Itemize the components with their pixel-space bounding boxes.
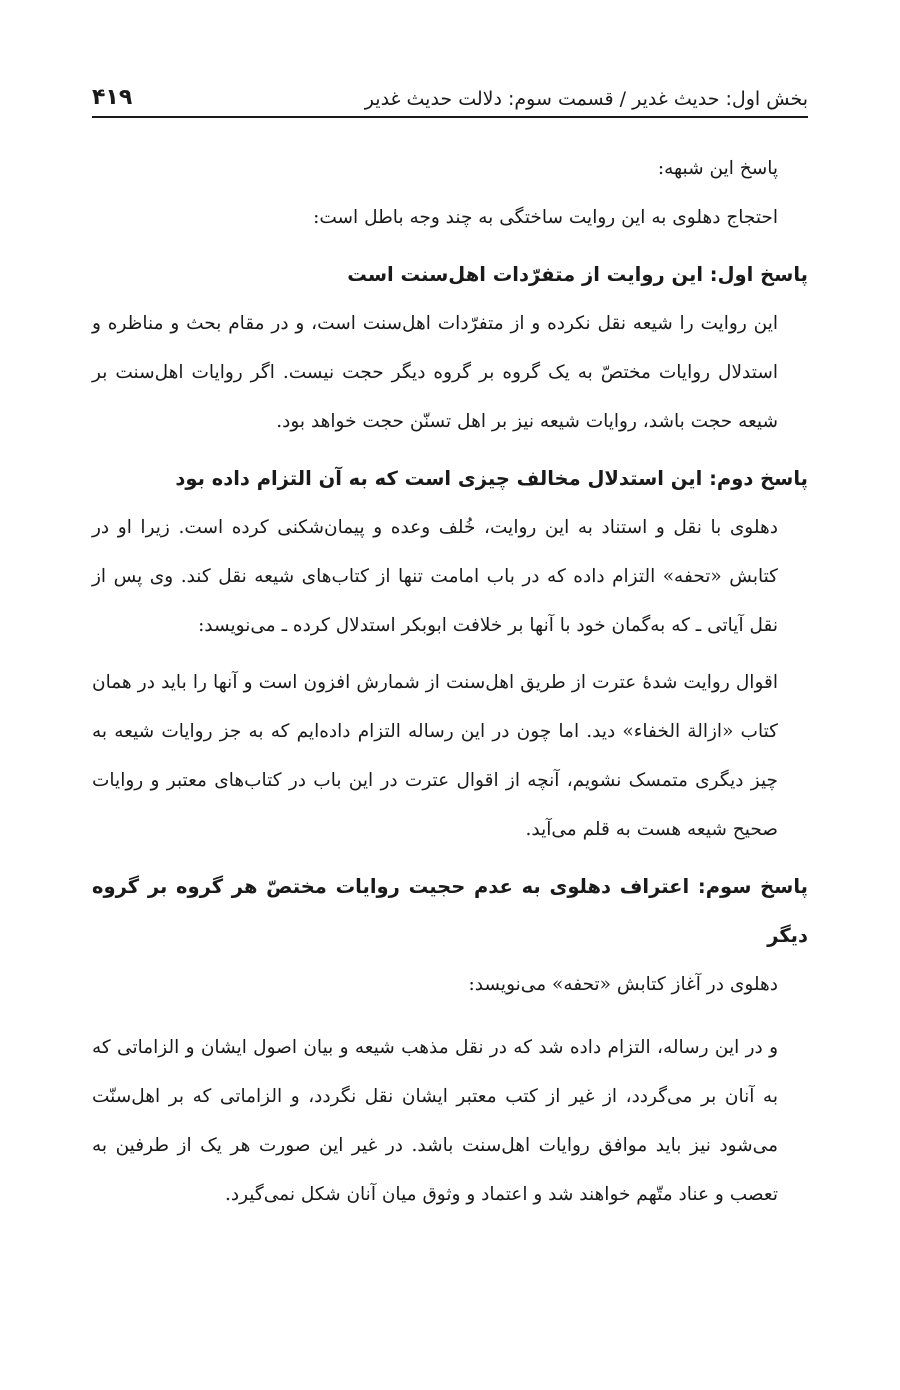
page-body xyxy=(92,144,808,1219)
answer1-heading: پاسخ اول: این روایت از متفرّدات اهل‌سنت است xyxy=(347,263,808,286)
answer2-quotation: اقوال روایت شدهٔ عترت از طریق اهل‌سنت از شمارش افزون است و آنها را باید در همان کتاب «ازالة الخفاء» دید. اما چون در این رساله التزام داده‌ایم که به جز روایات شیعه به چیز دیگری متمسک نشویم، آنچه از اقوال عترت در این باب در کتاب‌های معتبر و روایات صحیح شیعه هست به قلم می‌آید. xyxy=(92,672,778,840)
answer1-paragraph: این روایت را شیعه نقل نکرده و از متفرّدات اهل‌سنت است، و در مقام بحث و مناظره و استدلال روایات مختصّ به یک گروه بر گروه دیگر حجت نیست. اگر روایات اهل‌سنت بر شیعه حجت باشد، روایات شیعه نیز بر اهل تسنّن حجت خواهد بود. xyxy=(92,313,778,432)
answer2-paragraph: دهلوی با نقل و استناد به این روایت، خُلف وعده و پیمان‌شکنی کرده است. زیرا او در کتابش «تحفه» التزام داده که در باب امامت تنها از کتاب‌های شیعه نقل کند. وی پس از نقل آیاتی ـ که به‌گمان خود با آنها بر خلافت ابوبکر استدلال کرده ـ می‌نویسد: xyxy=(92,517,778,636)
answer2-heading: پاسخ دوم: این استدلال مخالف چیزی است که به آن التزام داده بود xyxy=(175,467,808,490)
answer3-paragraph: دهلوی در آغاز کتابش «تحفه» می‌نویسد: xyxy=(468,974,778,995)
intro-label: پاسخ این شبهه: xyxy=(657,158,778,179)
running-title: بخش اول: حدیث غدیر / قسمت سوم: دلالت حدیث غدیر xyxy=(364,88,808,110)
answer3-heading: پاسخ سوم: اعتراف دهلوی به عدم حجیت روایات مختصّ هر گروه بر گروه دیگر xyxy=(92,875,808,947)
answer3-quotation: و در این رساله، التزام داده شد که در نقل مذهب شیعه و بیان اصول ایشان و الزاماتی که به آنان بر می‌گردد، از غیر از کتب معتبر ایشان نقل نگردد، و الزاماتی که بر اهل‌سنّت می‌شود نیز باید موافق روایات اهل‌سنت باشد. در غیر این صورت هر یک از طرفین به تعصب و عناد متّهم خواهند شد و اعتماد و وثوق میان آنان شکل نمی‌گیرد. xyxy=(92,1037,779,1205)
intro-text: احتجاج دهلوی به این روایت ساختگی به چند وجه باطل است: xyxy=(313,207,778,228)
page-header xyxy=(92,70,808,118)
page-number: ۴۱۹ xyxy=(92,85,133,110)
